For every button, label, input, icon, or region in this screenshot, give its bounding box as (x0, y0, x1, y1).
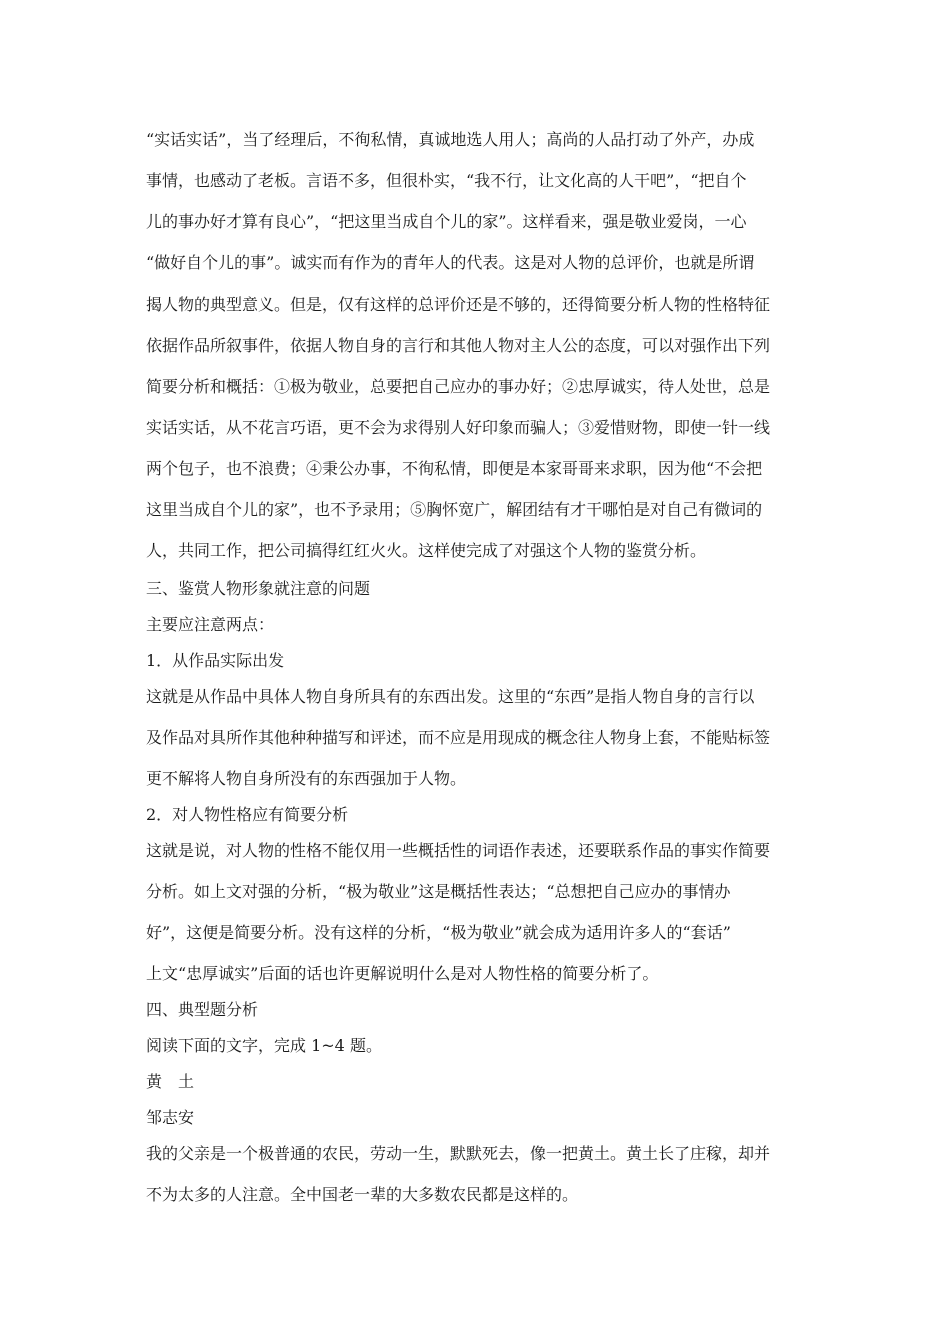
subsection-heading: 1．从作品实际出发 (146, 651, 285, 670)
text-line: 好”，这便是简要分析。没有这样的分析，“极为敬业”就会成为适用许多人的“套话” (146, 923, 731, 942)
text-line: 这里当成自个儿的家”，也不予录用；⑤胸怀宽广，解团结有才干哪怕是对自己有微词的 (146, 500, 763, 519)
text-line: 主要应注意两点： (146, 615, 275, 634)
text-line: 儿的事办好才算有良心”，“把这里当成自个儿的家”。这样看来，强是敬业爱岗，一心 (146, 212, 747, 231)
text-line: 更不解将人物自身所没有的东西强加于人物。 (146, 769, 467, 788)
text-line: 依据作品所叙事件，依据人物自身的言行和其他人物对主人公的态度，可以对强作出下列 (146, 336, 771, 355)
text-line: 不为太多的人注意。全中国老一辈的大多数农民都是这样的。 (146, 1185, 579, 1204)
text-line: 这就是从作品中具体人物自身所具有的东西出发。这里的“东西”是指人物自身的言行以 (146, 687, 755, 706)
text-line: 人，共同工作，把公司搞得红红火火。这样使完成了对强这个人物的鉴赏分析。 (146, 541, 707, 560)
story-title: 黄 土 (146, 1072, 195, 1091)
text-line: 两个包子，也不浪费；④秉公办事，不徇私情，即便是本家哥哥来求职，因为他“不会把 (146, 459, 763, 478)
text-line: 这就是说，对人物的性格不能仅用一些概括性的词语作表述，还要联系作品的事实作简要 (146, 841, 771, 860)
text-line: “做好自个儿的事”。诚实而有作为的青年人的代表。这是对人物的总评价，也就是所谓 (146, 253, 755, 272)
section-heading: 三、鉴赏人物形象就注意的问题 (146, 579, 371, 598)
subsection-heading: 2．对人物性格应有简要分析 (146, 805, 349, 824)
text-line: 上文“忠厚诚实”后面的话也许更解说明什么是对人物性格的简要分析了。 (146, 964, 659, 983)
text-line: “实话实话”，当了经理后，不徇私情，真诚地选人用人；高尚的人品打动了外产，办成 (146, 130, 755, 149)
story-author: 邹志安 (146, 1108, 195, 1127)
text-line: 及作品对具所作其他种种描写和评述，而不应是用现成的概念往人物身上套，不能贴标签 (146, 728, 771, 747)
text-line: 阅读下面的文字，完成 1~4 题。 (146, 1036, 382, 1055)
section-heading: 四、典型题分析 (146, 1000, 259, 1019)
text-line: 我的父亲是一个极普通的农民，劳动一生，默默死去，像一把黄土。黄土长了庄稼，却并 (146, 1144, 771, 1163)
text-line: 简要分析和概括：①极为敬业，总要把自己应办的事办好；②忠厚诚实，待人处世，总是 (146, 377, 771, 396)
text-line: 揭人物的典型意义。但是，仅有这样的总评价还是不够的，还得简要分析人物的性格特征 (146, 295, 771, 314)
text-line: 分析。如上文对强的分析，“极为敬业”这是概括性表达；“总想把自己应办的事情办 (146, 882, 731, 901)
text-line: 事情，也感动了老板。言语不多，但很朴实，“我不行，让文化高的人干吧”，“把自个 (146, 171, 747, 190)
text-line: 实话实话，从不花言巧语，更不会为求得别人好印象而骗人；③爱惜财物，即使一针一线 (146, 418, 771, 437)
